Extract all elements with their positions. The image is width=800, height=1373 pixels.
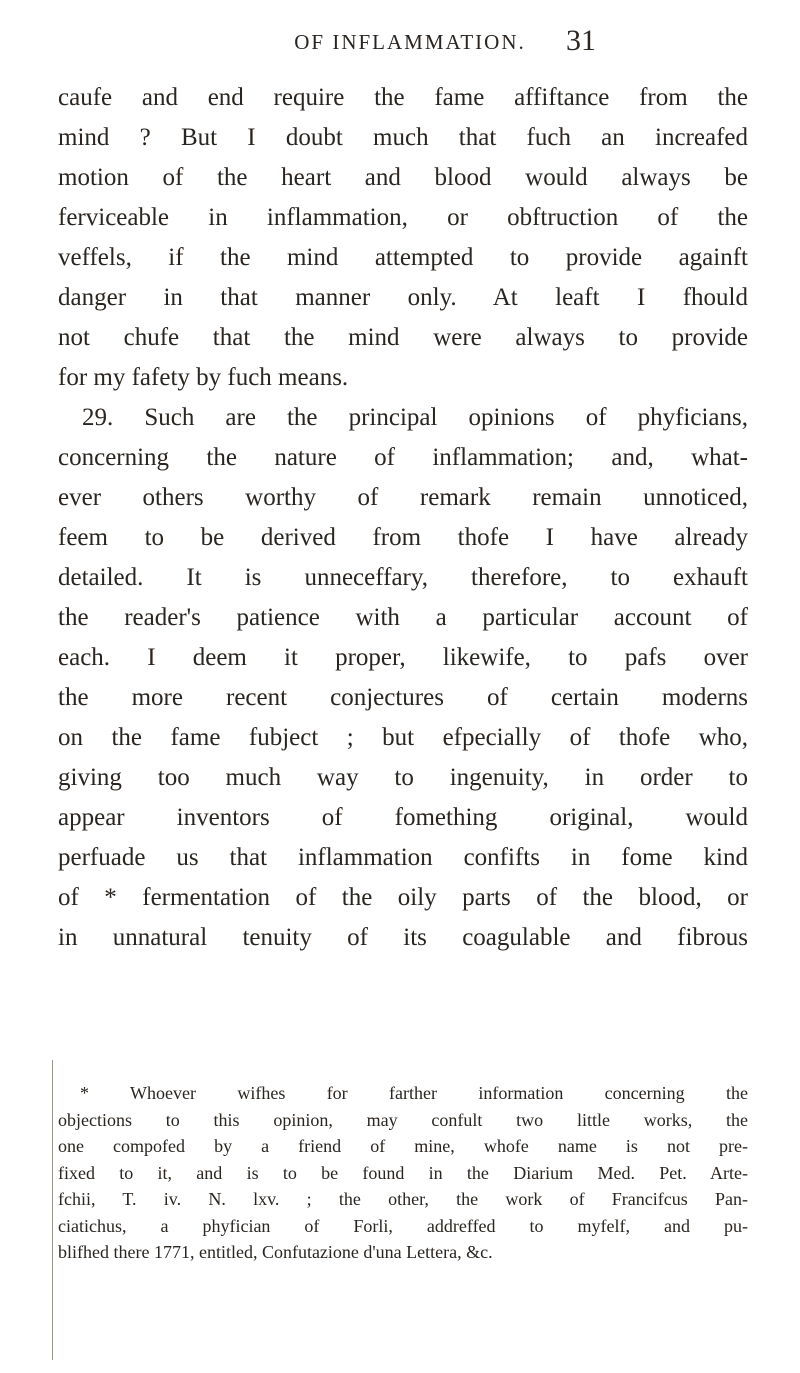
text-line: veffels, if the mind attempted to provide againft: [58, 244, 748, 271]
footnote-line: one compofed by a friend of mine, whofe name is not pre-: [58, 1136, 748, 1156]
text-line: mind ? But I doubt much that fuch an increafed: [58, 124, 748, 151]
text-line: the more recent conjectures of certain moderns: [58, 684, 748, 711]
text-line: in unnatural tenuity of its coagulable and fibrous: [58, 924, 748, 951]
running-head-title: OF INFLAMMATION.: [294, 30, 526, 54]
footnote-block: [58, 1080, 748, 1266]
text-line: perfuade us that inflammation confifts in fome kind: [58, 844, 748, 871]
gutter-shadow-line: [52, 1060, 53, 1360]
main-text-block: [58, 78, 748, 958]
text-line: motion of the heart and blood would always be: [58, 164, 748, 191]
text-line: each. I deem it proper, likewife, to pafs over: [58, 644, 748, 671]
footnote-line: fchii, T. iv. N. lxv. ; the other, the work of Francifcus Pan-: [58, 1189, 748, 1209]
footnote-line: blifhed there 1771, entitled, Confutazione d'una Lettera, &c.: [58, 1242, 493, 1262]
text-line: the reader's patience with a particular account of: [58, 604, 748, 631]
text-line: ferviceable in inflammation, or obftruction of the: [58, 204, 748, 231]
text-line: of * fermentation of the oily parts of the blood, or: [58, 884, 748, 911]
page-number: 31: [566, 24, 596, 57]
footnote-line: * Whoever wifhes for farther information concerning the: [80, 1083, 748, 1103]
footnote-line: ciatichus, a phyfician of Forli, addreffed to myfelf, and pu-: [58, 1215, 748, 1236]
text-line: caufe and end require the fame affiftance from the: [58, 84, 748, 111]
text-line: danger in that manner only. At leaft I fhould: [58, 284, 748, 311]
text-line: 29. Such are the principal opinions of phyficians,: [82, 404, 748, 431]
text-line: detailed. It is unneceffary, therefore, to exhauft: [58, 564, 748, 591]
text-line: not chufe that the mind were always to provide: [58, 324, 748, 351]
text-line: concerning the nature of inflammation; and, what-: [58, 444, 748, 471]
text-line: for my fafety by fuch means.: [58, 364, 349, 391]
text-line: feem to be derived from thofe I have already: [58, 524, 748, 551]
text-line: ever others worthy of remark remain unnoticed,: [58, 484, 748, 511]
footnote-line: fixed to it, and is to be found in the Diarium Med. Pet. Arte-: [58, 1162, 748, 1183]
text-line: appear inventors of fomething original, would: [58, 804, 748, 831]
text-line: on the fame fubject ; but efpecially of thofe who,: [58, 724, 748, 751]
text-line: giving too much way to ingenuity, in order to: [58, 764, 748, 791]
footnote-line: objections to this opinion, may confult two little works, the: [58, 1109, 748, 1130]
